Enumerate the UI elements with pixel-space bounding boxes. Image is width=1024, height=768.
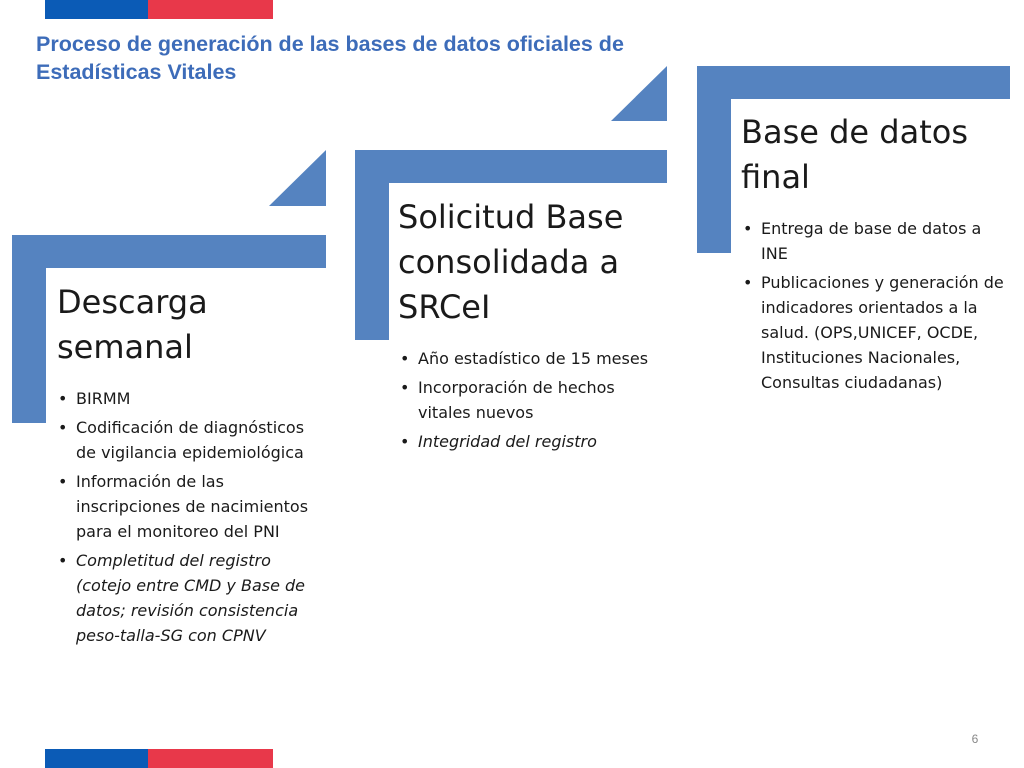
step-3-title-line: Base de datos bbox=[741, 113, 968, 151]
step-3-bullet: • Publicaciones y generación de indicadores orientados a la salud. (OPS,UNICEF, OCDE, Instituciones Nacionales, Consultas ciudadanas) bbox=[743, 270, 1008, 395]
step-2-title-line: Solicitud Base bbox=[398, 198, 624, 236]
step-2-arrow-triangle bbox=[611, 66, 667, 121]
step-1-title bbox=[57, 280, 322, 370]
step-2-bullet-list bbox=[400, 346, 665, 458]
step-2-bullet: • Integridad del registro bbox=[400, 429, 665, 454]
step-1-bullet: • Completitud del registro (cotejo entre CMD y Base de datos; revisión consistencia peso-talla-SG con CPNV bbox=[58, 548, 320, 648]
step-1-bullet: • BIRMM bbox=[58, 386, 320, 411]
page-number: 6 bbox=[971, 732, 979, 746]
slide-title-line-1: Proceso de generación de las bases de datos oficiales de bbox=[36, 32, 624, 56]
step-1-bullet: • Información de las inscripciones de nacimientos para el monitoreo del PNI bbox=[58, 469, 320, 544]
step-3-title-line: final bbox=[741, 158, 810, 196]
step-2-title-line: consolidada a bbox=[398, 243, 620, 281]
step-2-bullet: • Año estadístico de 15 meses bbox=[400, 346, 665, 371]
step-1-title-line: semanal bbox=[57, 328, 193, 366]
step-1-bullet: • Codificación de diagnósticos de vigilancia epidemiológica bbox=[58, 415, 320, 465]
step-1-arrow-triangle bbox=[269, 150, 326, 206]
step-2-bullet: • Incorporación de hechos vitales nuevos bbox=[400, 375, 665, 425]
slide-title-line-2: Estadísticas Vitales bbox=[36, 60, 237, 84]
step-1-title-line: Descarga bbox=[57, 283, 208, 321]
step-2-title-line: SRCeI bbox=[398, 288, 491, 326]
step-1-bullet-list bbox=[58, 386, 320, 652]
step-3-title bbox=[741, 110, 1006, 200]
step-2-title bbox=[398, 195, 663, 330]
step-3-bullet-list bbox=[743, 216, 1008, 399]
step-3-bullet: • Entrega de base de datos a INE bbox=[743, 216, 1008, 266]
